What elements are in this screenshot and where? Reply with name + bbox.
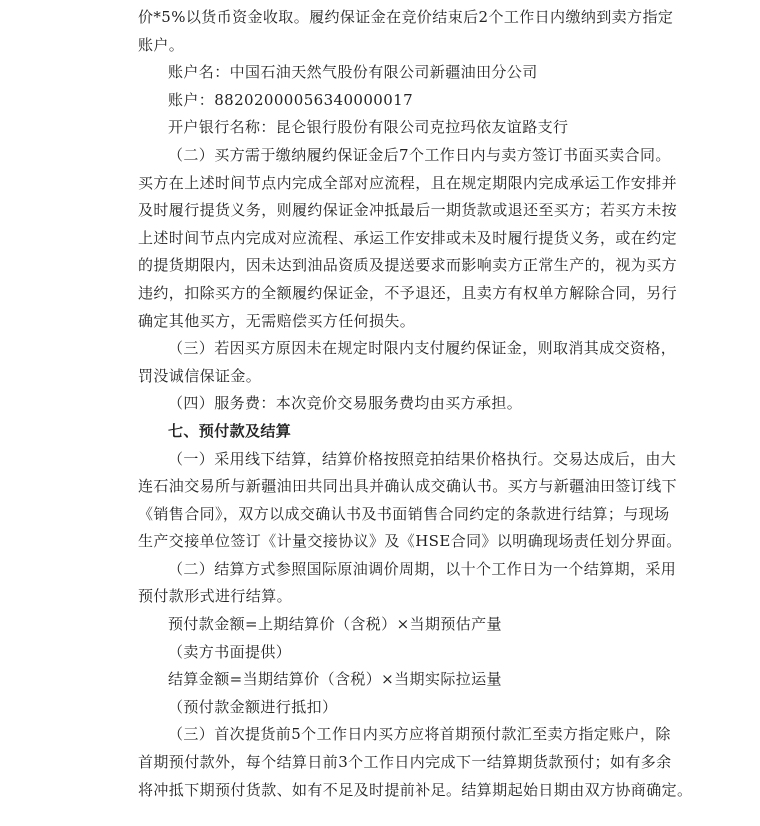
text-line: 开户银行名称：昆仑银行股份有限公司克拉玛依友谊路支行 [168,118,569,137]
text-line: 账户：88202000056340000017 [168,90,414,109]
text-line: （三）首次提货前5个工作日内买方应将首期预付款汇至卖方指定账户，除 [168,725,671,744]
text-line: 预付款金额=上期结算价（含税）×当期预估产量 [168,615,502,634]
text-line: 首期预付款外，每个结算日前3个工作日内完成下一结算期货款预付；如有多余 [138,753,672,772]
text-line: 罚没诚信保证金。 [138,366,262,385]
text-line: 结算金额=当期结算价（含税）×当期实际拉运量 [168,670,502,689]
text-line: （四）服务费：本次竞价交易服务费均由买方承担。 [168,394,523,413]
text-line: （二）结算方式参照国际原油调价周期，以十个工作日为一个结算期，采用 [168,559,677,578]
text-line: （预付款金额进行抵扣） [168,697,338,716]
text-line: 确定其他买方，无需赔偿买方任何损失。 [138,311,416,330]
text-line: 账户。 [138,35,185,54]
text-line: 生产交接单位签订《计量交接协议》及《HSE合同》以明确现场责任划分界面。 [138,532,682,551]
text-line: 买方在上述时间节点内完成全部对应流程，且在规定期限内完成承运工作安排并 [138,173,678,192]
text-line: 账户名：中国石油天然气股份有限公司新疆油田分公司 [168,63,538,82]
text-line: 违约，扣除买方的全额履约保证金，不予退还，且卖方有权单方解除合同，另行 [138,283,678,302]
text-line: （一）采用线下结算，结算价格按照竞拍结果价格执行。交易达成后，由大 [168,449,677,468]
text-line: 预付款形式进行结算。 [138,587,293,606]
text-line: （卖方书面提供） [168,642,292,661]
text-line: 上述时间节点内完成对应流程、承运工作安排或未及时履行提货义务，或在约定 [138,228,678,247]
text-line: 及时履行提货义务，则履约保证金冲抵最后一期货款或退还至买方；若买方未按 [138,201,678,220]
text-line: 连石油交易所与新疆油田共同出具并确认成交确认书。买方与新疆油田签订线下 [138,477,678,496]
section-heading: 七、预付款及结算 [168,421,292,440]
text-line: 的提货期限内，因未达到油品资质及提送要求而影响卖方正常生产的，视为买方 [138,256,678,275]
text-line: 价*5%以货币资金收取。履约保证金在竞价结束后2个工作日内缴纳到卖方指定 [138,8,674,26]
text-line: 《销售合同》，双方以成交确认书及书面销售合同约定的条款进行结算；与现场 [138,504,670,523]
text-line: （二）买方需于缴纳履约保证金后7个工作日内与卖方签订书面买卖合同。 [168,145,671,164]
text-line: （三）若因买方原因未在规定时限内支付履约保证金，则取消其成交资格， [168,339,677,358]
text-line: 将冲抵下期预付货款、如有不足及时提前补足。结算期起始日期由双方协商确定。 [138,780,693,799]
